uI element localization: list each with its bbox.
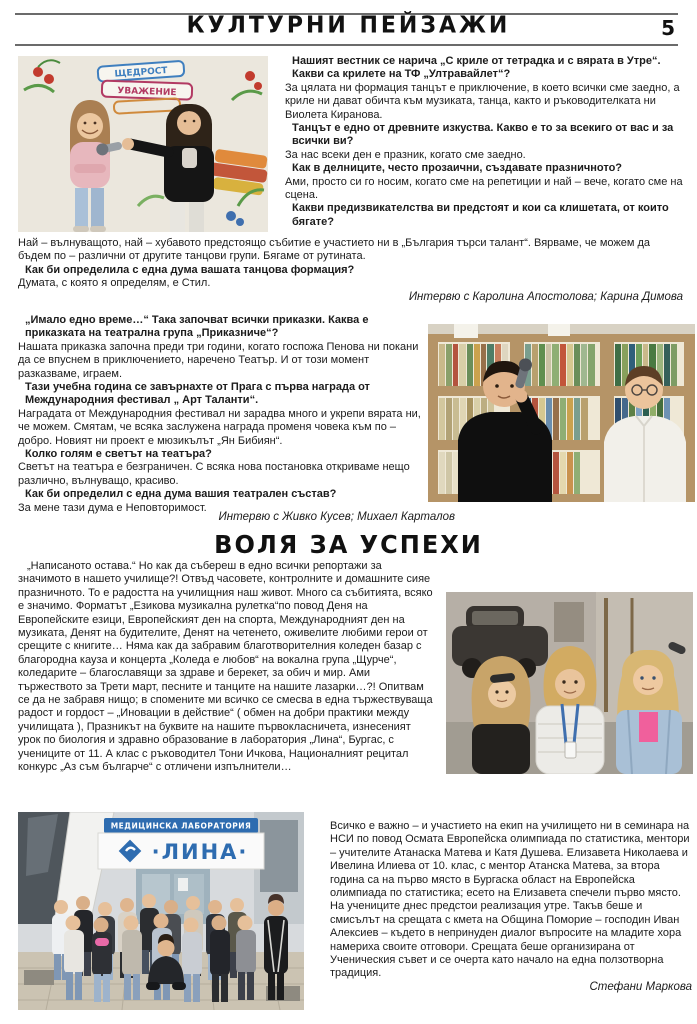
article3-byline: Стефани Маркова — [589, 980, 692, 993]
photo-lina-lab-group — [18, 812, 304, 1010]
article1-fullwidth — [18, 237, 683, 304]
article1-question-2: Танцът е едно от древните изкуства. Какво е то за всекиго от вас и за всички ви? — [292, 122, 674, 148]
header-rule-bottom — [15, 44, 678, 46]
article2-answer-4: За мене тази дума е Неповторимост. — [18, 501, 207, 514]
article2-answer-2: Наградата от Международния фестивал ни зарадва много и укрепи вярата ни, че можем. Смятам, че всяка заслужена награда променя човека към по – добро. Новият ни проект е мюзикълът „Ян Бибиян“. — [18, 407, 421, 447]
page-number: 5 — [661, 16, 675, 40]
article2-question-3: Колко голям е светът на театъра? — [25, 448, 212, 461]
photo-dance-interview — [18, 56, 268, 232]
woman-black-jacket — [472, 656, 531, 774]
article2-byline-wrap — [18, 511, 455, 524]
article2-answer-3: Светът на театъра е безграничен. С всяка нова постановка откриваме нещо различно, вълнуващо, красиво. — [18, 461, 410, 487]
article1-question-4: Какви предизвикателства ви предстоят и кои са клишетата, от които бягате? — [292, 202, 669, 228]
article1-question-1: Нашият вестник се нарича „С криле от тетрадка и с вярата в Утре“. Какви са крилете на ТФ „Ултравайлет“? — [292, 55, 661, 81]
article1-answer-5: Думата, с която я определям, е Стил. — [18, 277, 211, 290]
photo-theatre-interview — [428, 324, 695, 502]
article1-answer-4: Най – вълнуващото, най – хубавото предстоящо събитие е участието ни в „България търси талант“. Вярваме, че можем да бъдем по – различни от другите танцови групи. Бягаме от рутината. — [18, 237, 651, 263]
lina-sign-top-text: МЕДИЦИНСКА ЛАБОРАТОРИЯ — [110, 821, 252, 831]
wall-word-uvazhenie: УВАЖЕНИЕ — [117, 86, 177, 99]
photo-theatre-interview-image — [428, 324, 695, 502]
article1-question-5: Как би определила с една дума вашата танцова формация? — [25, 263, 355, 276]
article1-answer-1: За цялата ни формация танцът е приключение, в което всички сме заедно, а криле ни дават обичта към музиката, танца, както и ръководителката ни Виолета Киранова. — [285, 81, 680, 121]
photo-lina-lab-group-image — [18, 812, 304, 1010]
article3-left-column — [18, 560, 434, 775]
article3-paragraph-right: Всичко е важно – и участието на екип на училището ни в семинара на НСИ по повод Осмата Европейска олимпиада по статистика, ментори – учителите Атанаска Матева и Катя Душева. Елизавета Николаева и Ивелина Илиева от 10. клас, с ментор Атанска Матева, за втора година са на първо място в Бургаска област на Европейска олимпиада по статистика; есето на Елизавета спечели първо място. На учениците днес предстои реализация утре. Такъв беше и смисълът на срещата с кмета на Община Поморие – господин Иван Алексиев – където в непринуден диалог въпросите на младите хора намериха своите отговори. Срещата беше организирана от Ученическия съвет и се очерта като начало на една ползотворна традиция. — [330, 820, 690, 980]
article3-right-column — [330, 820, 692, 994]
wall-word-shtedrost: ЩЕДРОСТ — [114, 65, 168, 80]
article1-question-3: Как в делниците, често прозаични, създавате празничното? — [292, 162, 623, 175]
article1-column — [285, 55, 688, 229]
article2-question-1: „Имало едно време…“ Така започват всички приказки. Каква е приказката на театрална група „Приказниче“? — [25, 314, 369, 340]
photo-dance-interview-image — [18, 56, 268, 232]
article2-column — [18, 314, 426, 515]
photo-museum-selfie — [446, 592, 693, 774]
article1-answer-2: За нас всеки ден е празник, когато сме заедно. — [285, 148, 526, 161]
article2-question-4: Как би определил с една дума вашия театрален състав? — [25, 488, 337, 501]
article2-answer-1: Нашата приказка започна преди три години, когато госпожа Пенова ни покани да се впуснем в приключението, наречено Театър. И от този момент разказваме, играем. — [18, 340, 419, 380]
woman-white-puffer — [536, 646, 604, 774]
lina-sign — [98, 818, 264, 869]
photo-museum-selfie-image — [446, 592, 693, 774]
article1-byline: Интервю с Каролина Апостолова; Карина Димова — [408, 290, 683, 303]
section-title: ВОЛЯ ЗА УСПЕХИ — [214, 530, 483, 560]
article1-answer-3: Ами, просто си го носим, когато сме на репетиции и най – вече, когато сме на сцена. — [285, 175, 683, 202]
page-title: КУЛТУРНИ ПЕЙЗАЖИ — [186, 12, 511, 39]
lina-sign-main-text: ·ЛИНА· — [151, 840, 249, 864]
article3-paragraph-left: „Написаното остава.“ Но как да събереш в едно всички репортажи за значимото в нашето училище?! Отвъд часовете, контролните и домашните сияе празничното. То е радостта на училищния наш живот. Много са събитията, всяко е значимо. Форматът „Езикова музикална рулетка“по повод Деня на Европейските езици, Европейският ден на спорта, Международният ден на музиката, Денят на будителите, Денят на четенето, оживелите любими герои от срещите с книгите… Няма как да забравим благотворителния коледен базар с благородна кауза и концерта „Коледа е любов“ на вокална група „Щурче“, коледарите – благославящи за здраве и берекет, за обич и мир. Ами тържеството за Трети март, песните и танците на нашите лазарки…?! Опитвам се да не забравя нищо; в спомените ми всичко се смесва в една тържествуваща радост и гордост – „Иновации в действие“ ( обмен на добри практики между училищата ), Празникът на буквите на нашите първокласничета, изнесеният урок по биология и здравно образование в лаборатория „Лина“, Бургас, с учениците от 11. А клас с ръководител Тони Ичкова, Националният рецитал конкурс „Аз съм българче“ с отличени изпълнители… — [18, 560, 433, 774]
article2-question-2: Тази учебна година се завърнахте от Прага с първа награда от Международния фестивал „ Арт Таланти“. — [25, 381, 370, 407]
article2-byline: Интервю с Живко Кусев; Михаел Карталов — [218, 511, 455, 523]
